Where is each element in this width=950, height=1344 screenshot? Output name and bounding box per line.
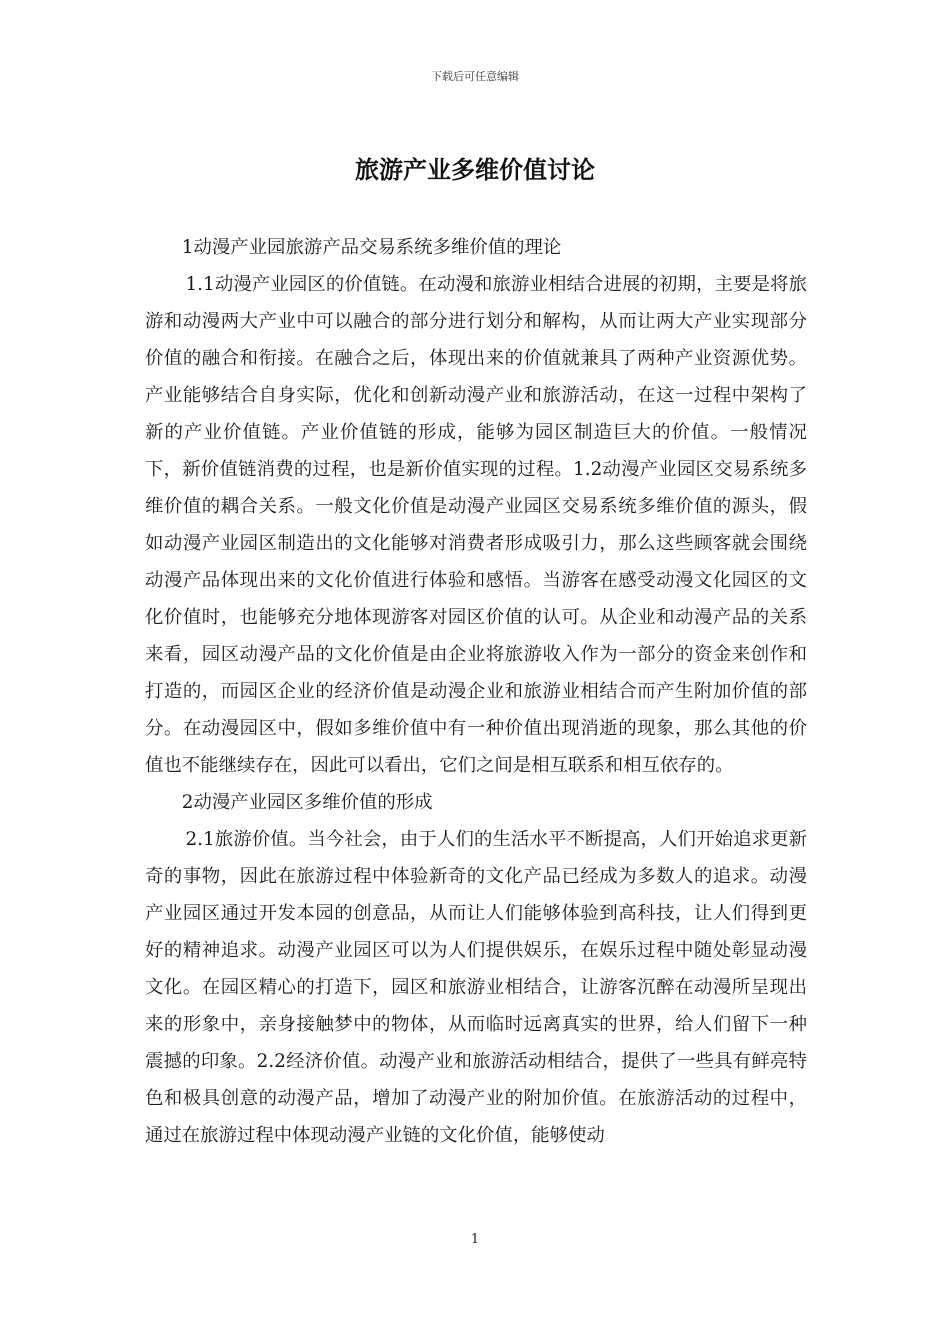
document-body [145, 229, 807, 1154]
document-title: 旅游产业多维价值讨论 [355, 155, 595, 184]
page-number: 1 [470, 1232, 480, 1247]
section-heading-1: 1动漫产业园旅游产品交易系统多维价值的理论 [181, 237, 562, 258]
section-heading-2: 2动漫产业园区多维价值的形成 [181, 792, 433, 813]
section-paragraph-2: 2.1旅游价值。当今社会，由于人们的生活水平不断提高，人们开始追求更新奇的事物，因此在旅游过程中体验新奇的文化产品已经成为多数人的追求。动漫产业园区通过开发本园的创意品，从而让人们能够体验到高科技，让人们得到更好的精神追求。动漫产业园区可以为人们提供娱乐，在娱乐过程中随处彰显动漫文化。在园区精心的打造下，园区和旅游业相结合，让游客沉醉在动漫所呈现出来的形象中，亲身接触梦中的物体，从而临时远离真实的世界，给人们留下一种震撼的印象。2.2经济价值。动漫产业和旅游活动相结合，提供了一些具有鲜亮特色和极具创意的动漫产品，增加了动漫产业的附加价值。在旅游活动的过程中，通过在旅游过程中体现动漫产业链的文化价值，能够使动 [145, 829, 807, 1146]
section-paragraph-1: 1.1动漫产业园区的价值链。在动漫和旅游业相结合进展的初期，主要是将旅游和动漫两大产业中可以融合的部分进行划分和解构，从而让两大产业实现部分价值的融合和衔接。在融合之后，体现出来的价值就兼具了两种产业资源优势。产业能够结合自身实际，优化和创新动漫产业和旅游活动，在这一过程中架构了新的产业价值链。产业价值链的形成，能够为园区制造巨大的价值。一般情况下，新价值链消费的过程，也是新价值实现的过程。1.2动漫产业园区交易系统多维价值的耦合关系。一般文化价值是动漫产业园区交易系统多维价值的源头，假如动漫产业园区制造出的文化能够对消费者形成吸引力，那么这些顾客就会围绕动漫产品体现出来的文化价值进行体验和感悟。当游客在感受动漫文化园区的文化价值时，也能够充分地体现游客对园区价值的认可。从企业和动漫产品的关系来看，园区动漫产品的文化价值是由企业将旅游收入作为一部分的资金来创作和打造的，而园区企业的经济价值是动漫企业和旅游业相结合而产生附加价值的部分。在动漫园区中，假如多维价值中有一种价值出现消逝的现象，那么其他的价值也不能继续存在，因此可以看出，它们之间是相互联系和相互依存的。 [145, 274, 807, 776]
header-note: 下载后可任意编辑 [431, 70, 519, 83]
